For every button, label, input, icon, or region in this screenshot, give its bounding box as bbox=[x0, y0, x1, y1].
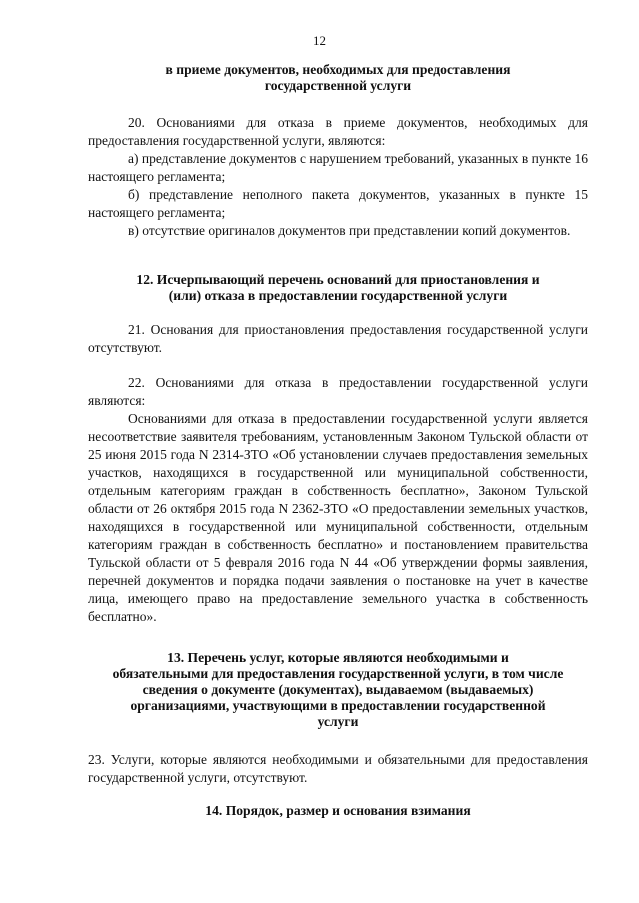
section-14-line-1: 14. Порядок, размер и основания взимания bbox=[205, 803, 471, 818]
paragraph-21: 21. Основания для приостановления предоставления государственной услуги отсутствуют. bbox=[88, 322, 588, 355]
paragraph-20-item-a: а) представление документов с нарушением требований, указанных в пункте 16 настоящего регламента; bbox=[88, 151, 588, 184]
paragraph-22-body: Основаниями для отказа в предоставлении государственной услуги является несоответствие заявителя требованиям, установленным Законом Тульской области от 25 июня 2015 года N 2314-ЗТО «Об установлении случаев предоставления земельных участков, находящихся в государственной или муниципальной собственности, отдельным категориям граждан в собственность бесплатно», Законом Тульской области от 26 октября 2015 года N 2362-ЗТО «О предоставлении земельных участков, находящихся в государственной или муниципальной собственности, отдельным категориям граждан в собственность бесплатно» и постановлением правительства Тульской области от 5 февраля 2016 года N 44 «Об утверждении формы заявления, перечней документов и порядка подачи заявления о постановке на учет в качестве лица, имеющего право на предоставление земельного участка в собственность бесплатно». bbox=[88, 411, 588, 624]
section-13-line-1: 13. Перечень услуг, которые являются необходимыми и bbox=[167, 650, 509, 665]
section-13-line-2: обязательными для предоставления государственной услуги, в том числе bbox=[112, 666, 564, 681]
section-12-line-1: 12. Исчерпывающий перечень оснований для приостановления и bbox=[136, 272, 540, 287]
section-12-heading bbox=[88, 272, 588, 304]
heading-line-1: в приеме документов, необходимых для предоставления bbox=[165, 62, 511, 77]
section-13-line-3: сведения о документе (документах), выдаваемом (выдаваемых) bbox=[142, 682, 534, 697]
paragraph-20-item-b: б) представление неполного пакета документов, указанных в пункте 15 настоящего регламента; bbox=[88, 187, 588, 220]
paragraph-20-item-c: в) отсутствие оригиналов документов при представлении копий документов. bbox=[128, 223, 571, 238]
paragraph-22-intro: 22. Основаниями для отказа в предоставлении государственной услуги являются: bbox=[88, 375, 588, 408]
paragraph-20-intro: 20. Основаниями для отказа в приеме документов, необходимых для предоставления государственной услуги, являются: bbox=[88, 115, 588, 148]
heading-line-2: государственной услуги bbox=[264, 78, 412, 93]
section-13-line-5: услуги bbox=[317, 714, 359, 729]
section-14-heading bbox=[88, 803, 588, 819]
section-12-line-2: (или) отказа в предоставлении государственной услуги bbox=[168, 288, 508, 303]
section-13-line-4: организациями, участвующими в предоставлении государственной bbox=[130, 698, 546, 713]
heading-continuation bbox=[88, 62, 588, 94]
paragraph-23: 23. Услуги, которые являются необходимыми и обязательными для предоставления государственной услуги, отсутствуют. bbox=[88, 752, 588, 785]
section-13-heading bbox=[88, 650, 588, 730]
page-number: 12 bbox=[313, 33, 326, 48]
